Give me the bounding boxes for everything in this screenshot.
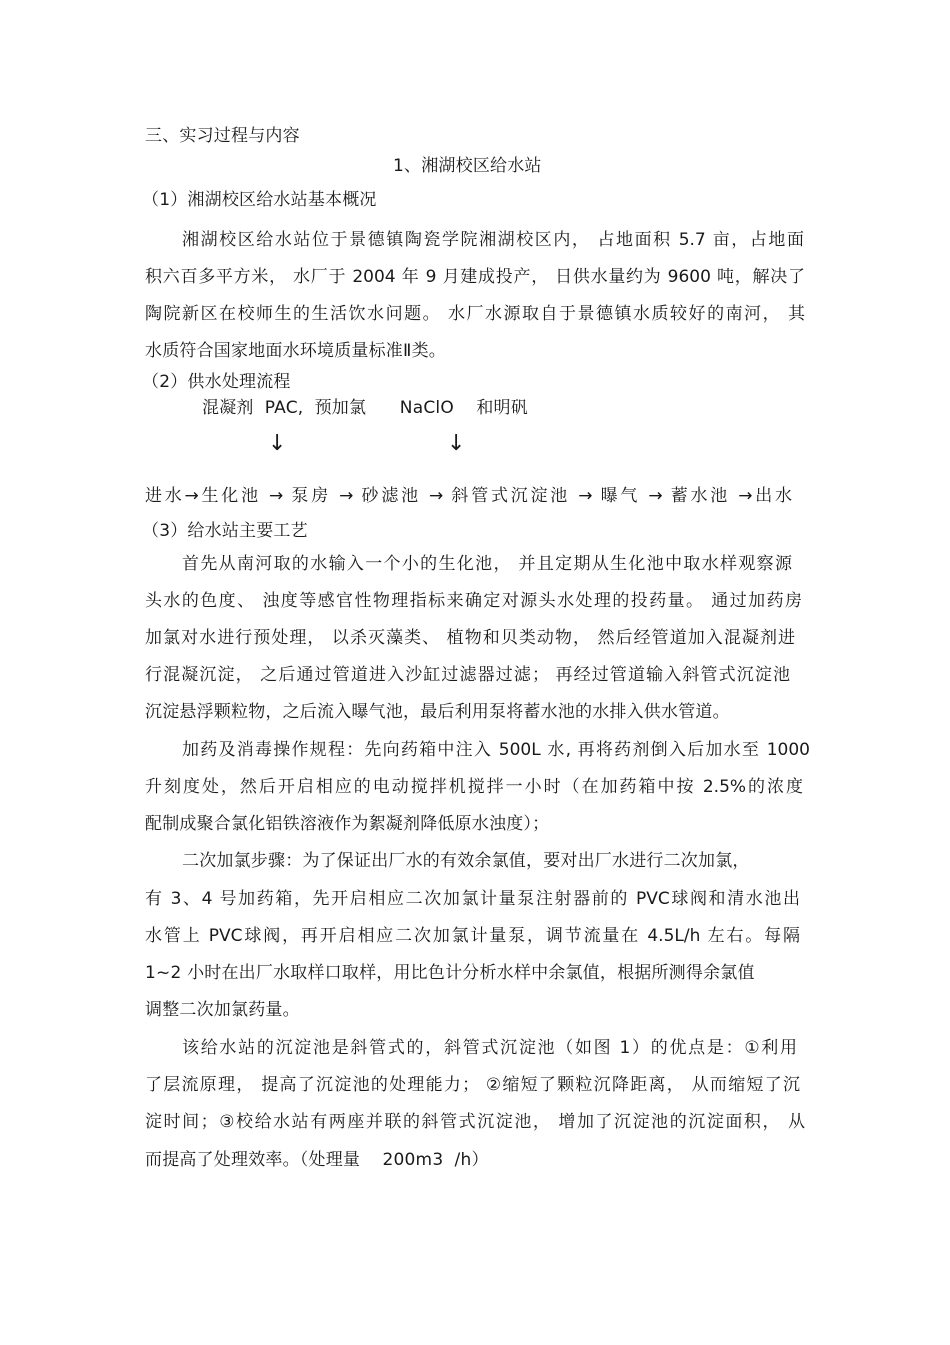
part1-line: 水质符合国家地面水环境质量标准Ⅱ类。 [145, 341, 446, 361]
down-arrow-icon: ↓ [447, 431, 466, 456]
part1-heading: （1）湘湖校区给水站基本概况 [142, 190, 377, 210]
subsection-title: 1、湘湖校区给水站 [393, 156, 542, 176]
para3-line: 有 3、4 号加药箱，先开启相应二次加氯计量泵注射器前的 PVC球阀和清水池出 [145, 889, 800, 909]
part1-line: 积六百多平方米， 水厂于 2004 年 9 月建成投产， 日供水量约为 9600 吨，解决了 [145, 267, 805, 287]
process-flow: 进水→生化池 → 泵房 → 砂滤池 → 斜管式沉淀池 → 曝气 → 蓄水池 →出水 [145, 486, 792, 506]
part1-line: 湘湖校区给水站位于景德镇陶瓷学院湘湖校区内， 占地面积 5.7 亩，占地面 [182, 230, 804, 250]
flow-chemicals: 混凝剂 PAC, 预加氯 NaClO 和明矾 [202, 398, 528, 418]
down-arrow-icon: ↓ [268, 431, 287, 456]
para1-line: 行混凝沉淀， 之后通过管道进入沙缸过滤器过滤； 再经过管道输入斜管式沉淀池 [145, 665, 790, 685]
para2-line: 配制成聚合氯化铝铁溶液作为絮凝剂降低原水浊度）； [145, 814, 550, 834]
para1-line: 加氯对水进行预处理， 以杀灭藻类、 植物和贝类动物， 然后经管道加入混凝剂进 [145, 628, 795, 648]
para1-line: 头水的色度、 浊度等感官性物理指标来确定对源头水处理的投药量。 通过加药房 [145, 591, 802, 611]
para2-line: 加药及消毒操作规程：先向药箱中注入 500L 水, 再将药剂倒入后加水至 1000 [182, 740, 810, 760]
para3-line: 1~2 小时在出厂水取样口取样，用比色计分析水样中余氯值，根据所测得余氯值 [145, 963, 755, 983]
para4-line: 了层流原理， 提高了沉淀池的处理能力； ②缩短了颗粒沉降距离， 从而缩短了沉 [145, 1075, 800, 1095]
para4-line: 该给水站的沉淀池是斜管式的，斜管式沉淀池（如图 1）的优点是：①利用 [182, 1038, 797, 1058]
para3-line: 水管上 PVC球阀，再开启相应二次加氯计量泵，调节流量在 4.5L/h 左右。每隔 [145, 926, 800, 946]
part3-heading: （3）给水站主要工艺 [142, 521, 308, 541]
part1-line: 陶院新区在校师生的生活饮水问题。 水厂水源取自于景德镇水质较好的南河， 其 [145, 304, 805, 324]
para1-line: 首先从南河取的水输入一个小的生化池， 并且定期从生化池中取水样观察源 [182, 554, 792, 574]
para2-line: 升刻度处，然后开启相应的电动搅拌机搅拌一小时（在加药箱中按 2.5%的浓度 [145, 777, 803, 797]
para4-line: 而提高了处理效率。（处理量 200m3 /h） [145, 1150, 489, 1170]
section-title: 三、实习过程与内容 [145, 126, 300, 146]
para3-line: 二次加氯步骤：为了保证出厂水的有效余氯值，要对出厂水进行二次加氯， [182, 851, 750, 871]
para4-line: 淀时间；③校给水站有两座并联的斜管式沉淀池， 增加了沉淀池的沉淀面积， 从 [145, 1112, 805, 1132]
para3-line: 调整二次加氯药量。 [145, 1000, 300, 1020]
part2-heading: （2）供水处理流程 [142, 372, 291, 392]
para1-line: 沉淀悬浮颗粒物，之后流入曝气池，最后利用泵将蓄水池的水排入供水管道。 [145, 702, 730, 722]
